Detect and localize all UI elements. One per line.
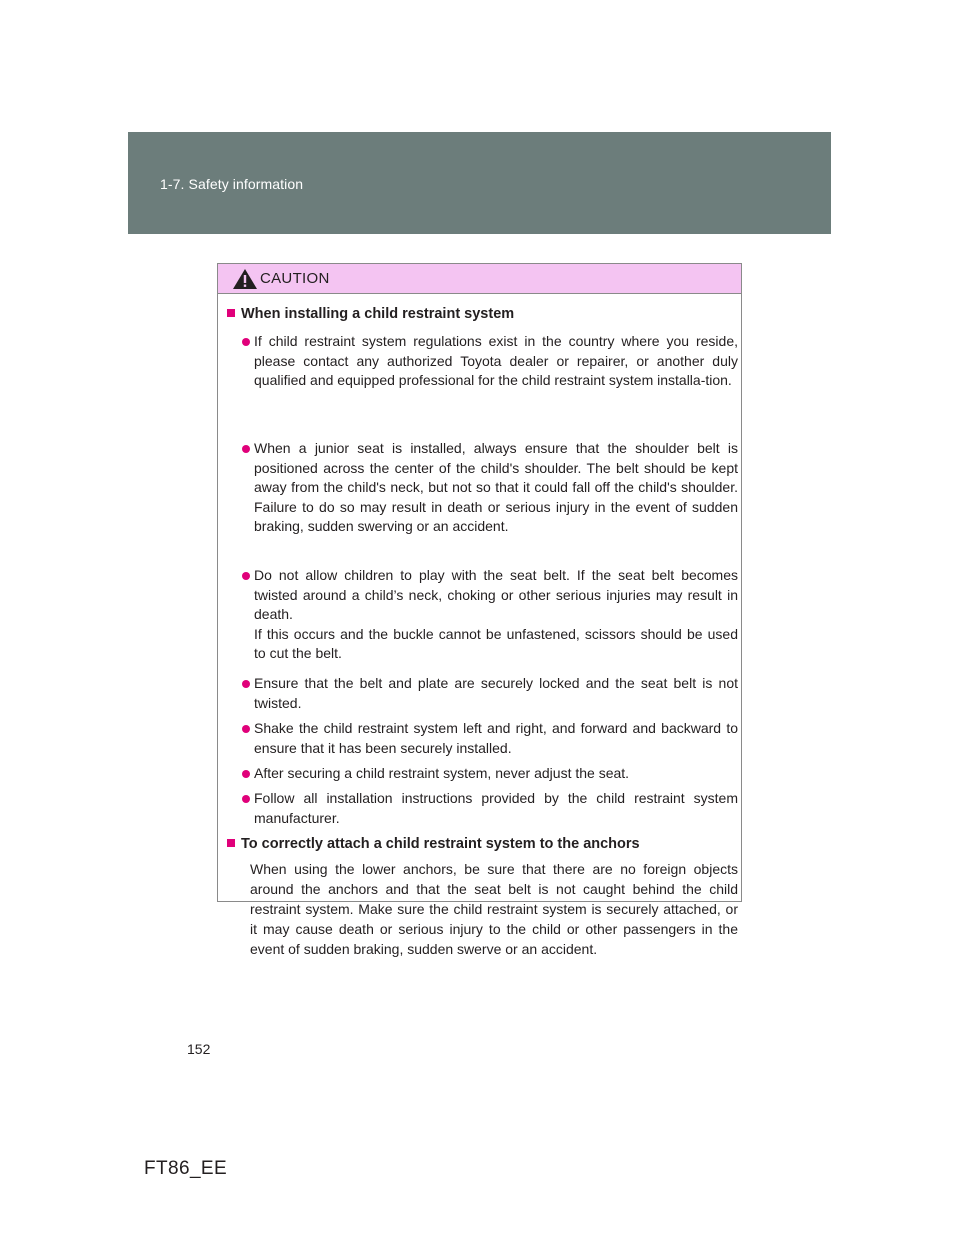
caution-header [218,264,741,294]
bullet-icon [242,770,250,778]
section-title: 1-7. Safety information [160,176,304,192]
list-item: Ensure that the belt and plate are securely locked and the seat belt is not twisted. [242,674,738,713]
list-item: Do not allow children to play with the seat belt. If the seat belt becomes twisted around a child’s neck, choking or other serious injuries may result in death. If this occurs and the buckle cannot be unfastened, scissors should be used to cut the belt. [242,566,738,664]
square-bullet-icon [227,309,235,317]
list-item: Shake the child restraint system left and right, and forward and backward to ensure that it has been securely installed. [242,719,738,758]
square-bullet-icon [227,839,235,847]
page-number: 152 [187,1041,211,1057]
bullet-icon [242,795,250,803]
document-code: FT86_EE [144,1158,228,1179]
list-item: After securing a child restraint system, never adjust the seat. [242,764,738,784]
warning-triangle-icon [232,268,258,290]
caution-title: CAUTION [260,270,330,287]
bullet-icon [242,445,250,453]
list-item: If child restraint system regulations exist in the country where you reside, please contact any authorized Toyota dealer or repairer, or another duly qualified and equipped professional for the child restraint system installa-tion. [242,332,738,391]
bullet-icon [242,338,250,346]
section-heading: To correctly attach a child restraint system to the anchors [227,834,640,854]
list-item: When a junior seat is installed, always ensure that the shoulder belt is positioned across the center of the child's shoulder. The belt should be kept away from the child's neck, but not so that it could fall off the child's shoulder. Failure to do so may result in death or serious injury in the event of sudden braking, sudden swerving or an accident. [242,439,738,537]
section-heading: When installing a child restraint system [227,304,514,324]
list-item: Follow all installation instructions provided by the child restraint system manufacturer. [242,789,738,828]
bullet-icon [242,572,250,580]
section-paragraph: When using the lower anchors, be sure that there are no foreign objects around the anchors and that the seat belt is not caught behind the child restraint system. Make sure the child restraint system is securely attached, or it may cause death or serious injury to the child or other passengers in the event of sudden braking, sudden swerve or an accident. [250,861,738,957]
caution-box [217,263,742,957]
bullet-icon [242,725,250,733]
bullet-icon [242,680,250,688]
page-header [128,132,831,234]
